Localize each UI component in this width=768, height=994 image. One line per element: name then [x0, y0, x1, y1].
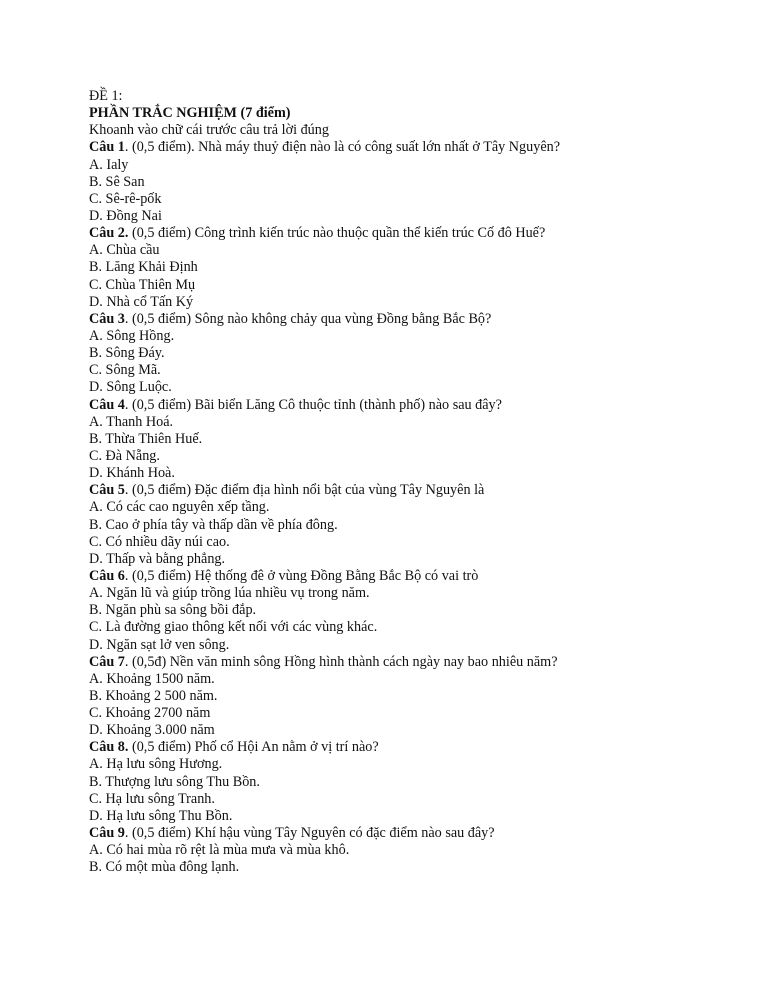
answer-option: A. Có hai mùa rõ rệt là mùa mưa và mùa khô. [89, 842, 350, 859]
question-6 [89, 568, 729, 585]
answer-option: A. Thanh Hoá. [89, 413, 174, 430]
question-8 [89, 739, 729, 756]
answer-option: C. Sông Mã. [89, 362, 161, 379]
answer-option: A. Có các cao nguyên xếp tầng. [89, 499, 270, 516]
answer-option: A. Chùa cầu [89, 242, 160, 259]
section-title: PHẦN TRẮC NGHIỆM (7 điểm) [89, 105, 291, 122]
answer-option: B. Sông Đáy. [89, 345, 165, 362]
answer-option: D. Thấp và bằng phẳng. [89, 550, 226, 567]
answer-option: B. Khoảng 2 500 năm. [89, 687, 218, 704]
answer-option: B. Lăng Khải Định [89, 259, 198, 276]
question-text: (0,5 điểm) Phố cổ Hội An nằm ở vị trí nào? [128, 739, 379, 756]
answer-option: B. Thừa Thiên Huế. [89, 430, 203, 447]
answer-option: A. Khoảng 1500 năm. [89, 670, 215, 687]
question-number: Câu 2. [89, 225, 129, 242]
answer-option: D. Đồng Nai [89, 207, 162, 224]
question-number: Câu 5 [89, 482, 125, 499]
question-text: . (0,5đ) Nền văn minh sông Hồng hình thành cách ngày nay bao nhiêu năm? [124, 653, 558, 670]
answer-option: B. Cao ở phía tây và thấp dần về phía đông. [89, 516, 338, 533]
answer-option: D. Nhà cổ Tấn Ký [89, 293, 194, 310]
question-number: Câu 4 [89, 396, 125, 413]
answer-option: D. Khánh Hoà. [89, 465, 175, 482]
question-text: . (0,5 điểm) Hệ thống đê ở vùng Đồng Bằng Bắc Bộ có vai trò [124, 567, 479, 584]
question-4 [89, 397, 729, 414]
answer-option: B. Có một mùa đông lạnh. [89, 859, 240, 876]
question-number: Câu 1 [89, 139, 125, 156]
answer-option: A. Sông Hồng. [89, 327, 175, 344]
answer-option: B. Thượng lưu sông Thu Bồn. [89, 773, 260, 790]
answer-option: C. Hạ lưu sông Tranh. [89, 790, 215, 807]
answer-option: C. Chùa Thiên Mụ [89, 276, 196, 293]
question-text: (0,5 điểm) Công trình kiến trúc nào thuộc quần thể kiến trúc Cố đô Huế? [128, 225, 546, 242]
answer-option: C. Có nhiều dãy núi cao. [89, 533, 230, 550]
answer-option: A. Hạ lưu sông Hương. [89, 756, 223, 773]
exam-label: ĐỀ 1: [89, 88, 123, 104]
answer-option: D. Ngăn sạt lở ven sông. [89, 636, 230, 653]
instruction-text: Khoanh vào chữ cái trước câu trả lời đúng [89, 122, 329, 139]
answer-option: D. Hạ lưu sông Thu Bồn. [89, 807, 233, 824]
document-content [89, 88, 729, 876]
question-1 [89, 139, 729, 156]
question-number: Câu 9 [89, 825, 125, 842]
answer-option: B. Ngăn phù sa sông bồi đắp. [89, 602, 257, 619]
answer-option: A. Ialy [89, 156, 129, 173]
answer-option: D. Sông Luộc. [89, 379, 172, 396]
answer-option: B. Sê San [89, 173, 145, 190]
question-text: . (0,5 điểm). Nhà máy thuỷ điện nào là có công suất lớn nhất ở Tây Nguyên? [124, 139, 561, 156]
question-text: . (0,5 điểm) Sông nào không chảy qua vùng Đồng bằng Bắc Bộ? [124, 310, 492, 327]
question-list [89, 139, 729, 876]
question-number: Câu 7 [89, 653, 125, 670]
question-9 [89, 825, 729, 842]
answer-option: C. Sê-rê-pốk [89, 190, 162, 207]
question-5 [89, 482, 729, 499]
question-7 [89, 654, 729, 671]
question-text: . (0,5 điểm) Bãi biển Lăng Cô thuộc tỉnh (thành phố) nào sau đây? [124, 396, 502, 413]
question-2 [89, 225, 729, 242]
question-number: Câu 8. [89, 739, 129, 756]
question-text: . (0,5 điểm) Khí hậu vùng Tây Nguyên có đặc điểm nào sau đây? [124, 825, 495, 842]
answer-option: C. Là đường giao thông kết nối với các vùng khác. [89, 619, 378, 636]
answer-option: C. Khoảng 2700 năm [89, 705, 211, 722]
question-number: Câu 6 [89, 567, 125, 584]
answer-option: C. Đà Nẵng. [89, 447, 160, 464]
answer-option: A. Ngăn lũ và giúp trồng lúa nhiều vụ trong năm. [89, 585, 370, 602]
answer-option: D. Khoảng 3.000 năm [89, 722, 215, 739]
question-number: Câu 3 [89, 310, 125, 327]
question-3 [89, 311, 729, 328]
question-text: . (0,5 điểm) Đặc điểm địa hình nổi bật của vùng Tây Nguyên là [124, 482, 485, 499]
